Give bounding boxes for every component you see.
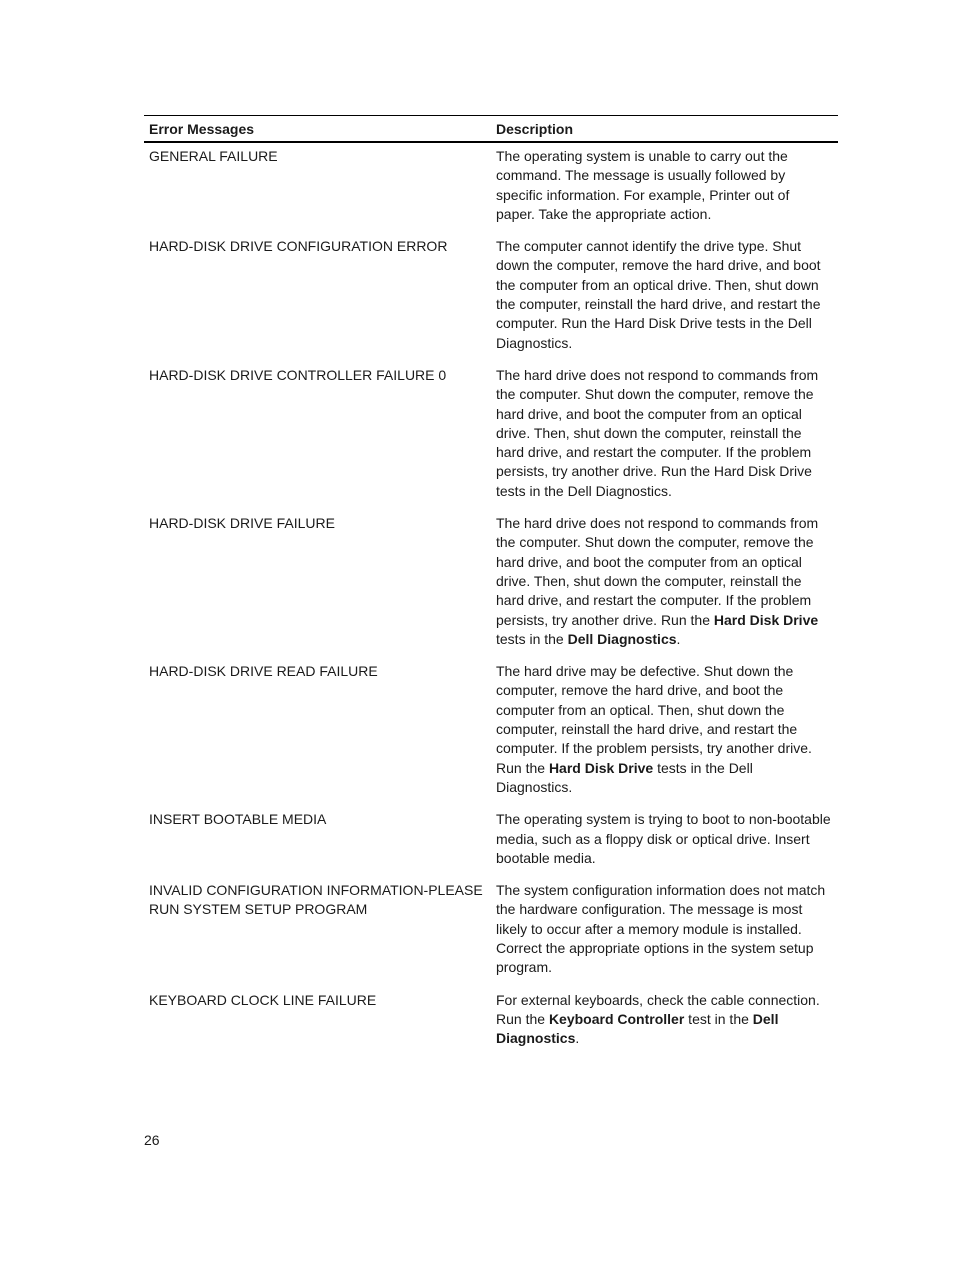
description-cell [491,514,838,649]
error-message-cell: HARD-DISK DRIVE CONFIGURATION ERROR [149,238,448,255]
description-text: The hard drive does not respond to commands from the computer. Shut down the computer, remove the hard drive, and boot the computer from an optical drive. Then, shut down the computer, reinstall the hard drive, and restart the computer. If the problem persists, try another drive. Run the [496,515,819,628]
bold-term: Keyboard Controller [548,1010,685,1027]
table-row [144,362,838,510]
error-message-cell: GENERAL FAILURE [149,148,278,164]
description-text: The computer cannot identify the drive type. Shut down the computer, remove the hard drive, and boot the computer from an optical drive. Then, shut down the computer, reinstall the hard drive, and restart the computer. Run the Hard Disk Drive tests in the Dell Diagnostics. [496,238,821,351]
table-row [144,806,838,877]
error-messages-table [144,115,838,1057]
description-cell [491,810,838,868]
description-cell [491,991,838,1049]
table-row [144,877,838,986]
description-text: tests in the [496,630,568,647]
header-description: Description [496,120,574,137]
bold-term: Hard Disk Drive [548,759,654,776]
description-text: . [676,630,681,647]
description-cell [491,881,838,977]
table-row [144,658,838,806]
description-text: The operating system is trying to boot to non-bootable media, such as a floppy disk or optical drive. Insert bootable media. [496,811,831,866]
error-message-cell: INVALID CONFIGURATION INFORMATION-PLEASE RUN SYSTEM SETUP PROGRAM [149,882,483,918]
description-text: The hard drive may be defective. Shut down the computer, remove the hard drive, and boot the computer from an optical. Then, shut down the computer, reinstall the hard drive, and restart the computer. If the problem persists, try another drive. Run the [496,663,812,776]
table-row [144,143,838,233]
table-row [144,510,838,658]
error-message-cell: HARD-DISK DRIVE FAILURE [149,515,335,532]
description-text: . [575,1030,580,1047]
description-text: The hard drive does not respond to commands from the computer. Shut down the computer, remove the hard drive, and boot the computer from an optical drive. Then, shut down the computer, reinstall the hard drive, and restart the computer. If the problem persists, try another drive. Run the Hard Disk Drive tests in the Dell Diagnostics. [496,366,819,499]
description-text: test in the [684,1010,753,1027]
description-text: For external keyboards, check the cable connection. Run the [496,991,820,1027]
description-text: The system configuration information does not match the hardware configuration. The message is most likely to occur after a memory module is installed. Correct the appropriate options in the system setup program. [496,882,826,976]
bold-term: Dell Diagnostics [496,1010,779,1047]
error-message-cell: INSERT BOOTABLE MEDIA [149,811,327,828]
description-text: tests in the Dell Diagnostics. [496,759,753,795]
bold-term: Dell Diagnostics [567,630,677,647]
page-number: 26 [144,1132,160,1148]
table-row [144,987,838,1058]
table-header-row [144,115,838,143]
table-body [144,143,838,1057]
description-cell [491,237,838,353]
description-cell [491,366,838,501]
table-row [144,233,838,362]
description-cell [491,147,838,224]
header-error-messages: Error Messages [149,120,255,137]
error-message-cell: HARD-DISK DRIVE CONTROLLER FAILURE 0 [149,366,447,383]
error-message-cell: KEYBOARD CLOCK LINE FAILURE [149,991,377,1008]
description-cell [491,662,838,797]
bold-term: Hard Disk Drive [713,611,819,628]
description-text: The operating system is unable to carry out the command. The message is usually followed by specific information. For example, Printer out of paper. Take the appropriate action. [496,148,790,222]
error-message-cell: HARD-DISK DRIVE READ FAILURE [149,663,378,680]
